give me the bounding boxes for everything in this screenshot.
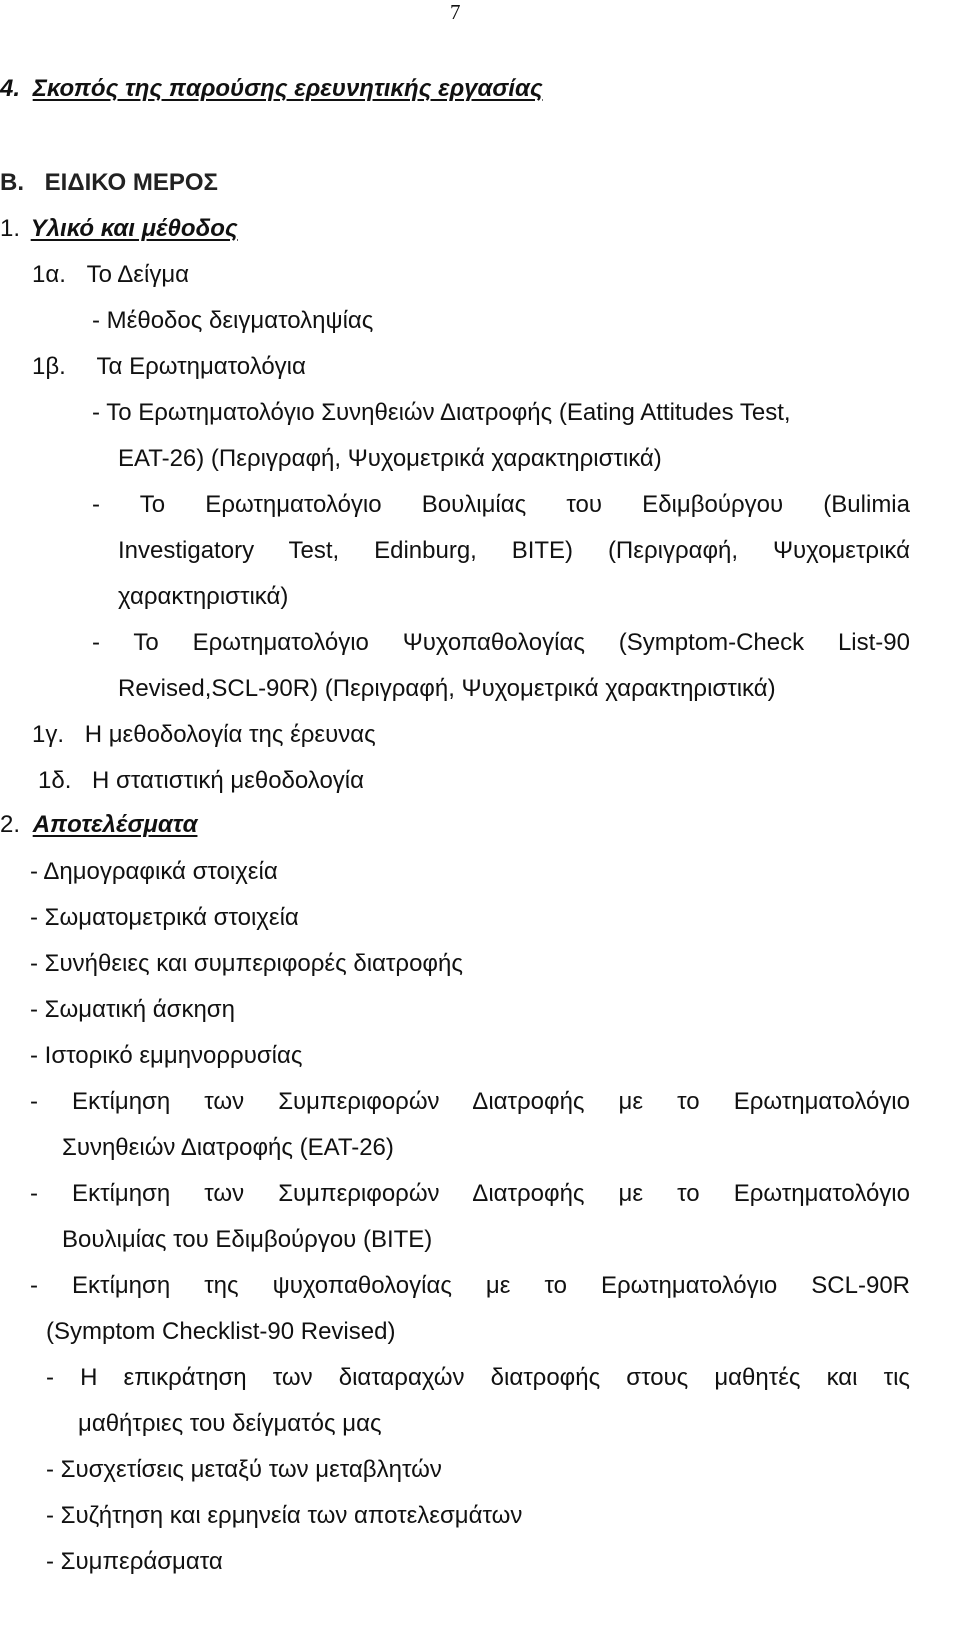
section-4-heading [0, 74, 543, 104]
scl90r-assessment-line2: (Symptom Checklist-90 Revised) [46, 1318, 396, 1345]
eat26-assessment-line1: - Εκτίμηση των Συμπεριφορών Διατροφής με το Ερωτηματολόγιο [30, 1088, 910, 1115]
bite-assessment-line2: Βουλιμίας του Εδιμβούργου (BITE) [62, 1226, 433, 1253]
section-1a-heading [32, 260, 189, 290]
results-item: - Σωματομετρικά στοιχεία [30, 904, 299, 931]
eat26-item-line2: EAT-26) (Περιγραφή, Ψυχομετρικά χαρακτηριστικά) [118, 445, 662, 472]
eat26-item-line1: - Το Ερωτηματολόγιο Συνηθειών Διατροφής (Eating Attitudes Test, [92, 399, 791, 426]
section-1a-number: 1α. [32, 261, 66, 288]
section-1d-heading [38, 766, 364, 796]
results-item: - Δημογραφικά στοιχεία [30, 858, 278, 885]
part-b-title: ΕΙΔΙΚΟ ΜΕΡΟΣ [44, 169, 218, 196]
scl90r-item-line2: Revised,SCL-90R) (Περιγραφή, Ψυχομετρικά χαρακτηριστικά) [118, 675, 776, 702]
section-2-title: Αποτελέσματα [32, 811, 198, 838]
results-item: - Συσχετίσεις μεταξύ των μεταβλητών [46, 1456, 442, 1483]
bite-item-line2: Investigatory Test, Edinburg, BITE) (Περιγραφή, Ψυχομετρικά [118, 537, 910, 564]
eat26-assessment-line2: Συνηθειών Διατροφής (EAT-26) [62, 1134, 394, 1161]
results-item: - Συνήθειες και συμπεριφορές διατροφής [30, 950, 463, 977]
section-2-number: 2. [0, 811, 21, 838]
section-4-title: Σκοπός της παρούσης ερευνητικής εργασίας [32, 75, 543, 102]
section-1d-number: 1δ. [38, 767, 72, 794]
section-1a-item: - Μέθοδος δειγματοληψίας [92, 307, 374, 334]
section-1-heading [0, 214, 238, 244]
section-1-number: 1. [0, 215, 21, 242]
scl90r-assessment-line1: - Εκτίμηση της ψυχοπαθολογίας με το Ερωτηματολόγιο SCL-90R [30, 1272, 910, 1299]
part-b-label: B. [0, 169, 24, 196]
section-1b-title: Τα Ερωτηματολόγια [96, 353, 306, 380]
section-1b-number: 1β. [32, 353, 66, 380]
section-1c-title: Η μεθοδολογία της έρευνας [84, 721, 376, 748]
bite-item-line1: - Το Ερωτηματολόγιο Βουλιμίας του Εδιμβούργου (Bulimia [92, 491, 910, 518]
section-1c-heading [32, 720, 376, 750]
bite-item-line3: χαρακτηριστικά) [118, 583, 289, 610]
section-1b-heading [32, 352, 306, 382]
section-1d-title: Η στατιστική μεθοδολογία [92, 767, 364, 794]
section-4-number: 4. [0, 75, 21, 102]
results-item: - Συζήτηση και ερμηνεία των αποτελεσμάτων [46, 1502, 523, 1529]
section-1c-number: 1γ. [32, 721, 65, 748]
part-b-heading [0, 168, 218, 198]
prevalence-line1: - Η επικράτηση των διαταραχών διατροφής στους μαθητές και τις [46, 1364, 910, 1391]
results-item: - Σωματική άσκηση [30, 996, 235, 1023]
section-1a-title: Το Δείγμα [86, 261, 190, 288]
results-item: - Συμπεράσματα [46, 1548, 223, 1575]
page-number: 7 [450, 0, 461, 24]
bite-assessment-line1: - Εκτίμηση των Συμπεριφορών Διατροφής με το Ερωτηματολόγιο [30, 1180, 910, 1207]
results-item: - Ιστορικό εμμηνορρυσίας [30, 1042, 303, 1069]
scl90r-item-line1: - Το Ερωτηματολόγιο Ψυχοπαθολογίας (Symptom-Check List-90 [92, 629, 910, 656]
section-2-heading [0, 810, 197, 840]
section-1-title: Υλικό και μέθοδος [30, 215, 238, 242]
prevalence-line2: μαθήτριες του δείγματός μας [78, 1410, 382, 1437]
